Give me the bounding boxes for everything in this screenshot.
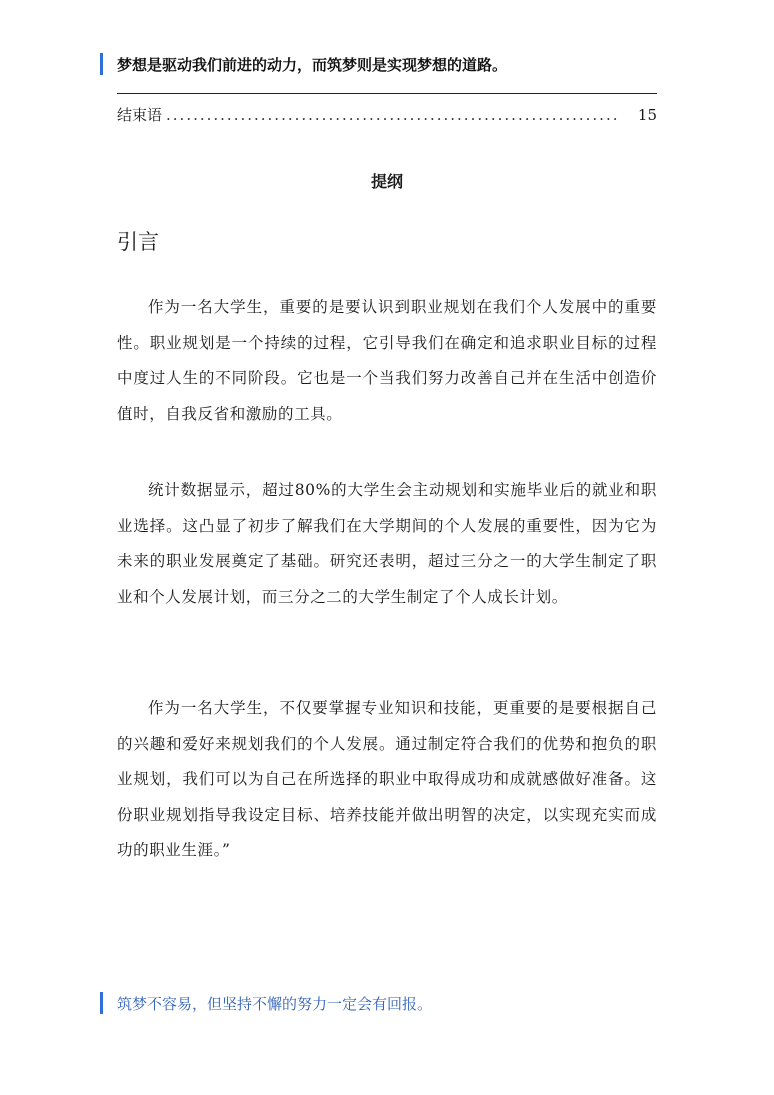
page-header xyxy=(100,52,507,76)
header-divider xyxy=(117,93,657,94)
page-footer xyxy=(100,991,432,1015)
body-paragraph: 统计数据显示，超过80%的大学生会主动规划和实施毕业后的就业和职业选择。这凸显了初步了解我们在大学期间的个人发展的重要性，因为它为未来的职业发展奠定了基础。研究还表明，超过三分之一的大学生制定了职业和个人发展计划，而三分之二的大学生制定了个人成长计划。 xyxy=(117,481,657,606)
body-paragraph: 作为一名大学生，重要的是要认识到职业规划在我们个人发展中的重要性。职业规划是一个持续的过程，它引导我们在确定和追求职业目标的过程中度过人生的不同阶段。它也是一个当我们努力改善自己并在生活中创造价值时，自我反省和激励的工具。 xyxy=(117,298,657,423)
toc-page-number: 15 xyxy=(637,106,657,124)
footer-accent-bar xyxy=(100,992,103,1014)
footer-quote: 筑梦不容易，但坚持不懈的努力一定会有回报。 xyxy=(117,994,433,1013)
header-quote: 梦想是驱动我们前进的动力，而筑梦则是实现梦想的道路。 xyxy=(117,55,508,74)
toc-entry[interactable] xyxy=(117,104,657,128)
outline-title: 提纲 xyxy=(370,172,403,191)
section-heading: 引言 xyxy=(117,230,159,254)
header-accent-bar xyxy=(100,53,103,75)
body-paragraph: 作为一名大学生，不仅要掌握专业知识和技能，更重要的是要根据自己的兴趣和爱好来规划我们的个人发展。通过制定符合我们的优势和抱负的职业规划，我们可以为自己在所选择的职业中取得成功和成就感做好准备。这份职业规划指导我设定目标、培养技能并做出明智的决定，以实现充实而成功的职业生涯。” xyxy=(117,699,657,859)
toc-entry-label: 结束语 xyxy=(117,106,163,124)
toc-leader-dots: ................................................................... xyxy=(166,106,620,124)
